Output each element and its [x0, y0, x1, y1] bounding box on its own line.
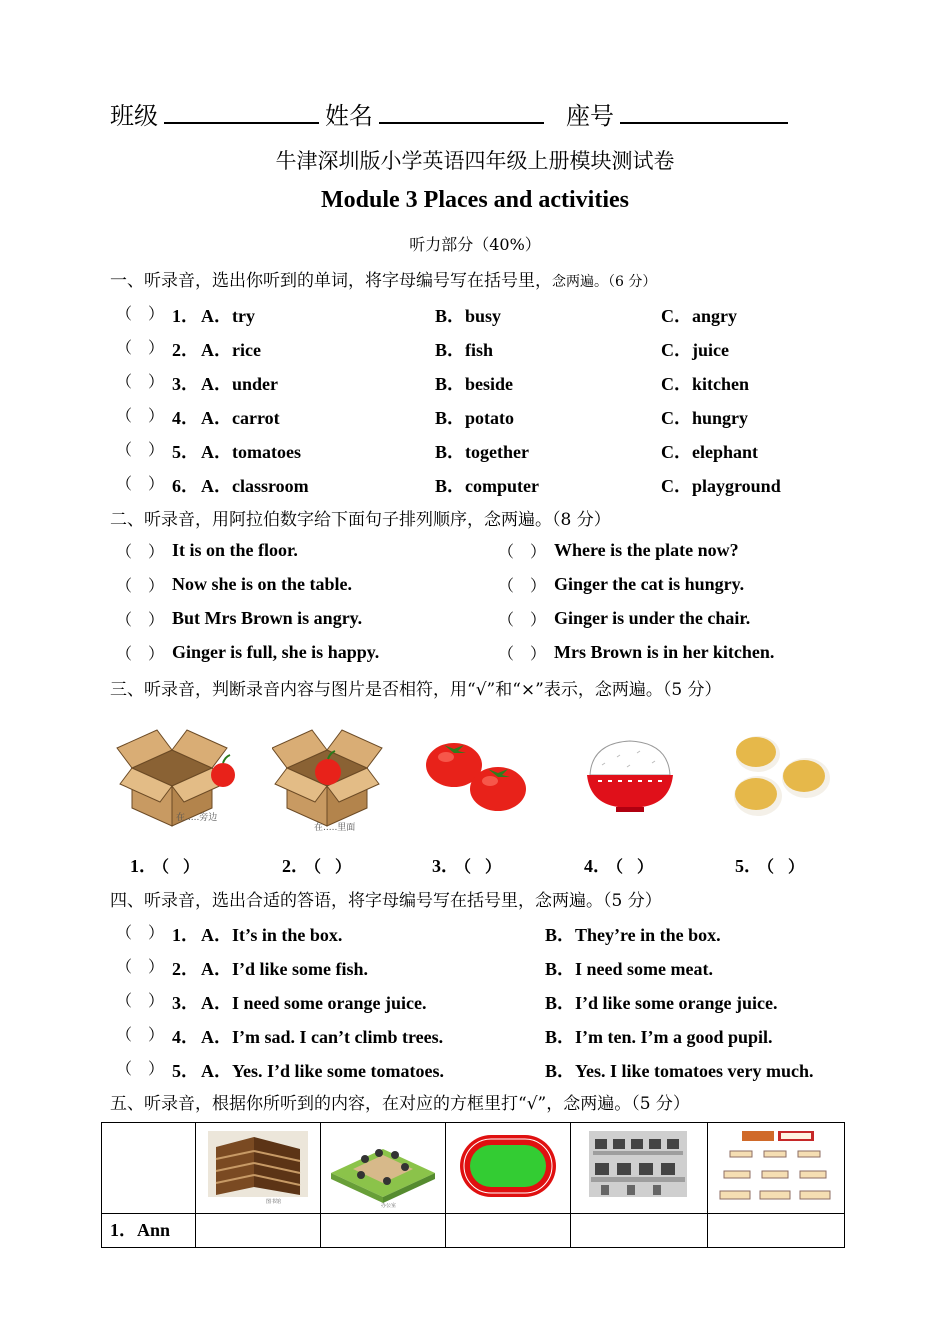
- places-table: [101, 1122, 845, 1248]
- part2-instruction: 二、听录音，用阿拉伯数字给下面句子排列顺序，念两遍。（8 分）: [110, 510, 611, 530]
- title-chinese: 牛津深圳版小学英语四年级上册模块测试卷: [275, 149, 675, 173]
- table-header-row: [102, 1123, 845, 1214]
- option-c: C．kitchen: [661, 374, 750, 394]
- sentence-right: Ginger the cat is hungry.: [554, 574, 745, 594]
- option-b: B．fish: [435, 340, 494, 360]
- option-b: B．I need some meat.: [545, 959, 713, 979]
- item-number: 5．: [172, 1061, 199, 1081]
- table-corner-cell: [102, 1123, 196, 1214]
- sentence-left: Ginger is full, she is happy.: [172, 642, 380, 662]
- item-number: 3．: [172, 993, 199, 1013]
- option-b: B．Yes. I like tomatoes very much.: [545, 1061, 814, 1081]
- name-label: 姓名: [325, 102, 373, 130]
- item-number: 2．: [172, 959, 199, 979]
- option-b: B．I’m ten. I’m a good pupil.: [545, 1027, 773, 1047]
- check-cell-office[interactable]: [321, 1214, 446, 1248]
- office-picture: [321, 1123, 445, 1209]
- listening-label: 听力部分（40%）: [409, 235, 541, 254]
- class-label: 班级: [110, 102, 158, 130]
- library-cell: [196, 1123, 321, 1214]
- seat-blank[interactable]: [620, 104, 788, 124]
- option-b: B．busy: [435, 306, 502, 326]
- check-cell-playground[interactable]: [446, 1214, 571, 1248]
- item-number: 2．: [172, 340, 199, 360]
- part3-instruction: 三、听录音，判断录音内容与图片是否相符，用“√”和“×”表示，念两遍。（5 分）: [110, 680, 722, 700]
- table-row: [102, 1214, 845, 1248]
- item-number: 3．: [172, 374, 199, 394]
- title-english: Module 3 Places and activities: [321, 187, 629, 213]
- check-cell-classroom[interactable]: [708, 1214, 845, 1248]
- option-c: C．elephant: [661, 442, 759, 462]
- option-c: C．playground: [661, 476, 781, 496]
- option-a: A．I’m sad. I can’t climb trees.: [201, 1027, 444, 1047]
- option-b: B．together: [435, 442, 529, 462]
- computer-room-picture: [571, 1123, 707, 1209]
- option-a: A．rice: [201, 340, 261, 360]
- option-b: B．They’re in the box.: [545, 925, 721, 945]
- library-caption: 图书馆: [266, 1199, 282, 1205]
- option-a: A．tomatoes: [201, 442, 301, 462]
- classroom-cell: [708, 1123, 845, 1214]
- option-a: A．Yes. I’d like some tomatoes.: [201, 1061, 444, 1081]
- student-info-line: [110, 96, 788, 131]
- option-b: B．computer: [435, 476, 539, 496]
- list-item: （ ）: [116, 991, 165, 1010]
- list-item: （ ）: [116, 304, 165, 323]
- option-b: B．I’d like some orange juice.: [545, 993, 778, 1013]
- library-picture: [196, 1123, 320, 1209]
- item-number: 5．: [172, 442, 199, 462]
- list-item: （ ）: [116, 644, 165, 663]
- list-item: （ ）: [498, 576, 547, 595]
- list-item: （ ）: [116, 1025, 165, 1044]
- in-caption: 在.....里面: [314, 823, 356, 833]
- check-cell-computer-room[interactable]: [571, 1214, 708, 1248]
- row-label-cell: [102, 1214, 196, 1248]
- list-item: （ ）: [116, 440, 165, 459]
- list-item: （ ）: [116, 474, 165, 493]
- option-a: A．carrot: [201, 408, 280, 428]
- rice-bowl-picture: [582, 735, 678, 815]
- list-item: （ ）: [498, 542, 547, 561]
- box-apple-in-picture: [272, 718, 392, 828]
- option-a: A．try: [201, 306, 255, 326]
- list-item: （ ）: [116, 1059, 165, 1078]
- item-number: 4．: [172, 408, 199, 428]
- option-a: A．under: [201, 374, 279, 394]
- option-c: C．angry: [661, 306, 737, 326]
- picture-number-1: 1． （ ）: [130, 856, 200, 876]
- picture-number-3: 3． （ ）: [432, 856, 502, 876]
- option-a: A．I need some orange juice.: [201, 993, 427, 1013]
- potatoes-picture: [730, 730, 836, 820]
- computer-room-cell: [571, 1123, 708, 1214]
- list-item: （ ）: [116, 923, 165, 942]
- beside-caption: 在.....旁边: [176, 813, 218, 823]
- sentence-right: Where is the plate now?: [554, 540, 739, 560]
- item-number: 1．: [172, 306, 199, 326]
- part5-instruction: 五、听录音，根据你所听到的内容，在对应的方框里打“√”，念两遍。（5 分）: [110, 1094, 690, 1114]
- sentence-left: But Mrs Brown is angry.: [172, 608, 363, 628]
- list-item: （ ）: [116, 576, 165, 595]
- list-item: （ ）: [498, 610, 547, 629]
- list-item: （ ）: [498, 644, 547, 663]
- list-item: （ ）: [116, 542, 165, 561]
- class-blank[interactable]: [164, 104, 319, 124]
- list-item: （ ）: [116, 338, 165, 357]
- option-a: A．I’d like some fish.: [201, 959, 369, 979]
- classroom-picture: [708, 1123, 844, 1209]
- office-caption: 办公室: [381, 1203, 397, 1209]
- option-c: C．juice: [661, 340, 729, 360]
- seat-label: 座号: [566, 102, 614, 130]
- option-b: B．potato: [435, 408, 515, 428]
- picture-number-4: 4． （ ）: [584, 856, 654, 876]
- name-blank[interactable]: [379, 104, 544, 124]
- part4-instruction: 四、听录音，选出合适的答语，将字母编号写在括号里，念两遍。（5 分）: [110, 891, 662, 911]
- sentence-left: It is on the floor.: [172, 540, 298, 560]
- picture-number-5: 5． （ ）: [735, 856, 805, 876]
- playground-cell: [446, 1123, 571, 1214]
- office-cell: [321, 1123, 446, 1214]
- sentence-right: Ginger is under the chair.: [554, 608, 751, 628]
- item-number: 4．: [172, 1027, 199, 1047]
- list-item: （ ）: [116, 406, 165, 425]
- list-item: （ ）: [116, 610, 165, 629]
- check-cell-library[interactable]: [196, 1214, 321, 1248]
- sentence-left: Now she is on the table.: [172, 574, 353, 594]
- item-number: 1．: [172, 925, 199, 945]
- row-label-ann: 1．Ann: [110, 1220, 171, 1240]
- part1-instruction: 一、听录音，选出你听到的单词，将字母编号写在括号里，念两遍。（6 分）: [110, 271, 657, 291]
- list-item: （ ）: [116, 372, 165, 391]
- option-a: A．It’s in the box.: [201, 925, 343, 945]
- sentence-right: Mrs Brown is in her kitchen.: [554, 642, 775, 662]
- option-a: A．classroom: [201, 476, 309, 496]
- option-c: C．hungry: [661, 408, 749, 428]
- item-number: 6．: [172, 476, 199, 496]
- tomatoes-picture: [420, 735, 530, 815]
- picture-number-2: 2． （ ）: [282, 856, 352, 876]
- list-item: （ ）: [116, 957, 165, 976]
- option-b: B．beside: [435, 374, 514, 394]
- playground-picture: [446, 1123, 570, 1209]
